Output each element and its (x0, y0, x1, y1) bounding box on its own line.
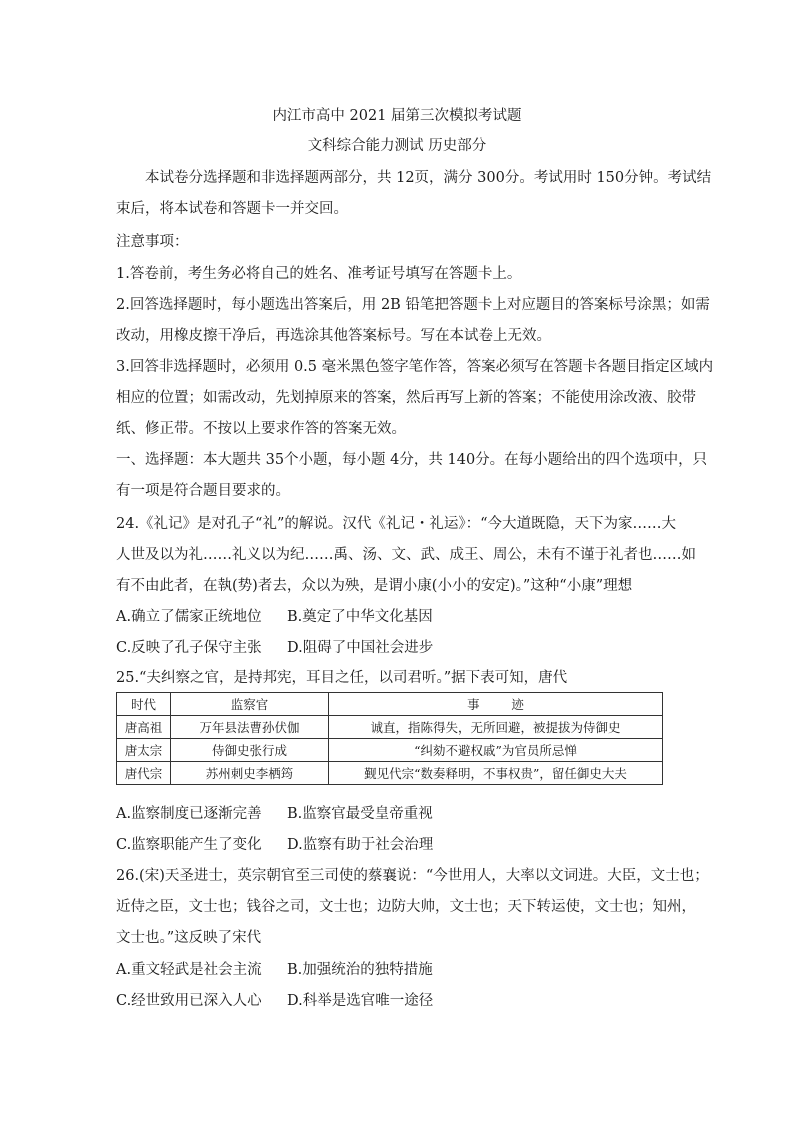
q24-option-a: A.确立了儒家正统地位 (116, 609, 262, 625)
q25-option-c: C.监察职能产生了变化 (116, 837, 262, 853)
notice-item-3a: 3.回答非选择题时，必须用 0.5 毫米黑色签字笔作答，答案必须写在答题卡各题目指定区域内 (116, 359, 714, 375)
q24-stem-line-3: 有不由此者，在執(势)者去，众以为殃，是谓小康(小小的安定)。”这种“小康”理想 (116, 578, 633, 594)
section-instructions-2: 有一项是符合题目要求的。 (116, 483, 290, 499)
q26-stem-line-1: 26.(宋)天圣进士，英宗朝官至三司使的蔡襄说：“今世用人，大率以文词进。大臣，文士也； (116, 868, 709, 884)
table-cell-era: 唐代宗 (117, 762, 171, 785)
table-header-row (117, 693, 663, 716)
q25-table (116, 692, 663, 785)
table-cell-deeds: “纠劾不避权戚”为官员所忌惮 (329, 739, 663, 762)
q24-stem-line-2: 人世及以为礼……礼义以为纪……禹、汤、文、武、成王、周公，未有不谨于礼者也……如 (116, 547, 696, 563)
table-header-deeds: 事 迹 (329, 693, 663, 716)
notice-item-2b: 改动，用橡皮擦干净后，再选涂其他答案标号。写在本试卷上无效。 (116, 328, 551, 344)
exam-title: 内江市高中 2021 届第三次模拟考试题 (272, 108, 522, 124)
q26-option-c: C.经世致用已深入人心 (116, 993, 262, 1009)
intro-line-2: 束后，将本试卷和答题卡一并交回。 (116, 201, 348, 217)
q26-stem-line-2: 近侍之臣，文士也；钱谷之司，文士也；边防大帅，文士也；天下转运使，文士也；知州， (116, 899, 696, 915)
table-header-era: 时代 (117, 693, 171, 716)
q26-option-a: A.重文轻武是社会主流 (116, 962, 262, 978)
q24-option-d: D.阻碍了中国社会进步 (287, 640, 434, 656)
notice-item-3c: 纸、修正带。不按以上要求作答的答案无效。 (116, 421, 406, 437)
q26-option-b: B.加强统治的独特措施 (287, 962, 433, 978)
table-cell-official: 万年县法曹孙伏伽 (171, 716, 329, 739)
q24-option-b: B.奠定了中华文化基因 (287, 609, 433, 625)
q25-option-a: A.监察制度已逐渐完善 (116, 806, 262, 822)
table-cell-era: 唐高祖 (117, 716, 171, 739)
q25-stem-line-1: 25.“夫纠察之官，是持邦宪，耳目之任，以司君听。”据下表可知，唐代 (116, 670, 568, 686)
q24-stem-line-1: 24.《礼记》是对孔子“礼”的解说。汉代《礼记・礼运》：“今大道既隐，天下为家……大 (116, 516, 677, 532)
table-row (117, 739, 663, 762)
q25-option-d: D.监察有助于社会治理 (287, 837, 434, 853)
table-cell-deeds: 诚直，指陈得失，无所回避，被提拔为侍御史 (329, 716, 663, 739)
notice-item-3b: 相应的位置；如需改动，先划掉原来的答案，然后再写上新的答案；不能使用涂改液、胶带 (116, 390, 696, 406)
section-instructions-1: 一、选择题：本大题共 35个小题，每小题 4分，共 140分。在每小题给出的四个选项中，只 (116, 452, 708, 468)
notice-item-1: 1.答卷前，考生务必将自己的姓名、准考证号填写在答题卡上。 (116, 266, 522, 282)
q26-option-d: D.科举是选官唯一途径 (287, 993, 434, 1009)
table-cell-official: 苏州刺史李栖筠 (171, 762, 329, 785)
table-cell-deeds: 觐见代宗“数奏释明，不事权贵”，留任御史大夫 (329, 762, 663, 785)
table-header-official: 监察官 (171, 693, 329, 716)
table-row (117, 762, 663, 785)
notice-item-2a: 2.回答选择题时，每小题选出答案后，用 2B 铅笔把答题卡上对应题目的答案标号涂黑；如需 (116, 297, 710, 313)
table-row (117, 716, 663, 739)
q26-stem-line-3: 文士也。”这反映了宋代 (116, 930, 262, 946)
notice-heading: 注意事项： (116, 234, 189, 250)
q25-option-b: B.监察官最受皇帝重视 (287, 806, 433, 822)
q24-option-c: C.反映了孔子保守主张 (116, 640, 262, 656)
table-cell-official: 侍御史张行成 (171, 739, 329, 762)
intro-line-1: 本试卷分选择题和非选择题两部分，共 12页，满分 300分。考试用时 150分钟。考试结 (145, 170, 712, 186)
table-cell-era: 唐太宗 (117, 739, 171, 762)
exam-subtitle: 文科综合能力测试 历史部分 (307, 138, 487, 154)
